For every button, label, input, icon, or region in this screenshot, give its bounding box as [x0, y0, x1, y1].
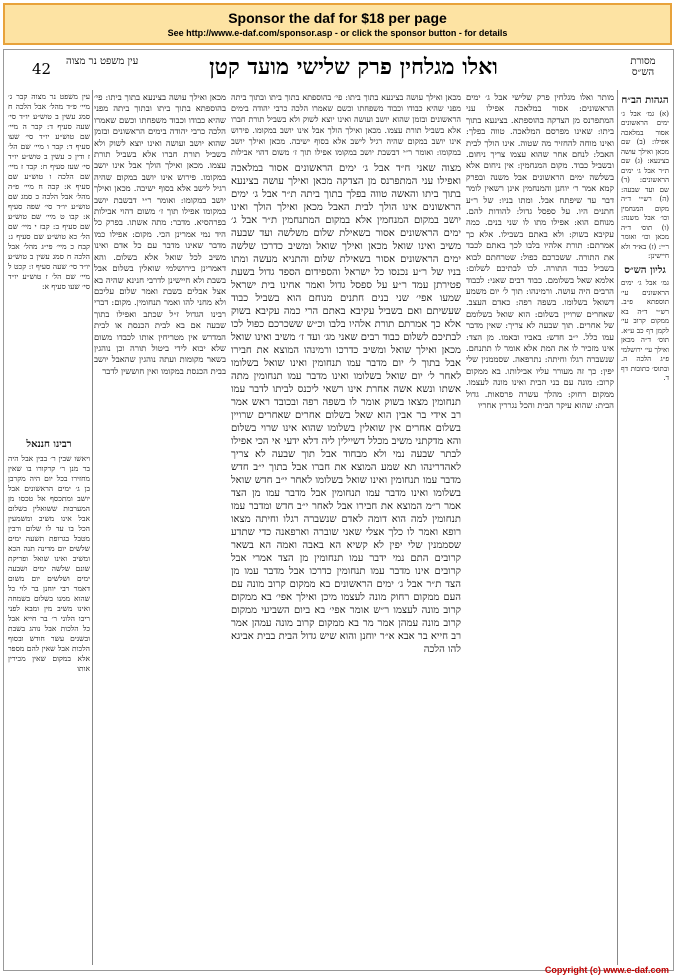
ein-mishpat-text: עין משפט נר מצוה קבר ג׳ מיי׳ פ״ד מהל׳ אבל הלכה ח סמג עשין ב טוש״ע יו״ד סי׳ שעה סעיף ד: קבר ה מיי׳ שם טוש״ע יו״ד סי׳ שעו סעיף ד: קבר ו מיי׳ שם הל׳ ז ודין כ עשין ב טוש״ע יו״ד סי׳ שעז סעיף ח: קבד ז מיי׳ שם הלכה ו טוש״ע שם סעיף א: קבה ח מיי׳ פ״ה מהל׳ אבל הלכה כ סמג שם טוש״ע יו״ד סי׳ שפה סעיף א: קבו ט מיי׳ שם טוש״ע שם סעיף ב: קבז י מיי׳ שם הל׳ כא טוש״ע שם סעיף ג: קבח כ מיי׳ פי״ג מהל׳ אבל הלכה ח סמג עשין ב טוש״ע יו״ד סי׳ שעה סעיף ז: קכט ל מיי׳ שם הל׳ ז טוש״ע יו״ד סי׳ שעו סעיף א: [8, 92, 90, 291]
page-title: ואלו מגלחין פרק שלישי מועד קטן [209, 54, 498, 80]
hagahot-heading: הגהות הב״ח [621, 95, 669, 106]
tosafot-text: מכאן ואילך עושה בצינעא בתוך ביתו: פי׳ בהוספתא בתוך ביתו ובתוך ביתה מפני שהיא כבודו וכבוד משפחתו וכשם שאמרו הלכה כרבי יהודה בימים הראשונים ובזמן שהוא יושב ועושה ואינו יוצא לשוק ולא בשביל תורת חברו אלא בשביל תורת עצמו. מכאן ואילך הולך אבל אינו יושב במקומו. פירוש אינו יושב במקום שהיה רגיל לישב אלא בסוף ישיבה. מכאן ואילך יושב במקומו: ואומר ר״י דבשבת יושב במקומו אפילו תוך ז׳ משום דהוי אבילות בפרהסיא. מדבר: מתה אשתו. בפרק כל היד נמי אמרינן הכי. מקום: אפילו כמו מדבר שאינו מדבר עם כל אדם ואינו משיב לכל שואל אלא בשלום. והא דאמרינן בירושלמי שואלין בשלום אבל בשבת ולא חיישינן לדרבי חנינא שהיה בא אצל אבלים בשבת ואמר שלום עליכם ולא מחני להו ואמר תנחומין. מקום: דברי רבינו הגדול ז״ל שכתב ואפילו בתוך שבעה אם בא לבית הכנסת או לבית המדרש אין מטריחין אותו לכבדו משום שלא יבוא לידי ביטול תורה וכן נוהגין בשאר מקומות ועתה נוהגין שהאבל יושב בבית הכנסת במקומו ואין חוששין לדבר [94, 92, 226, 376]
copyright-text: Copyright (c) www.e-daf.com [544, 965, 669, 975]
gemara-text: מצוה שאני ח״ד אבל ג׳ ימים הראשונים אסור במלאכה ואפילו עני המתפרנס מן הצדקה מכאן ואילך עושה בצינעא בתוך ביתו והאשה טווה בפלך בתוך ביתה ת״ר אבל ג׳ ימים הראשונים אינו הולך לבית האבל מכאן ואילך הולך ואינו יושב במקום המנחמין אלא במקום המתנחמין ת״ר אבל ג׳ ימים הראשונים אסור בשאילת שלום משלשה ועד שבעה משיב ואינו שואל מכאן ואילך שואל ומשיב כדרכו שלשה ימים הראשונים אסור בשאילת שלום והתניא מעשה ומתו בניו של ר״ע נכנסו כל ישראל והספידום הספד גדול בשעת פטירתן עמד ר״ע על ספסל גדול ואמר אחינו בית ישראל שמעו אפי׳ שני בנים חתנים מנוחם הוא בשביל כבוד שעשיתם ואם בשביל עקיבא באתם הרי כמה עקיבא בשוק אלא כך אמרתם תורת אלהיו בלבו וכ״ש ששכרכם כפול לכו לבתיכם לשלום כבוד רבים שאני מג׳ ועד ז׳ משיב ואינו שואל מכאן ואילך שואל ומשיב כדרכו ורמינהו המוצא את חבירו אבל בתוך ל׳ יום מדבר עמו תנחומין ואינו שואל בשלומו לאחר ל׳ יום שואל בשלומו ואינו מדבר עמו תנחומין מתה אשתו ונשא אשה אחרת אינו רשאי ליכנס לביתו לדבר עמו תנחומין מצאו בשוק אומר לו בשפה רפה ובכובד ראש אמר רב אידי בר אבין הוא שאל בשלום אחרים שאחרים שרויין בשלום אחרים אין שואלין בשלומו שהוא אינו שרוי בשלום והא מדקתני משיב מכלל דשיילין ליה דלא ידעי אי הכי אפילו לבתר שבעה נמי ולא מבחוד אבל תוך שבעה לא צריך לאהדרינהו תא שמע המוצא את חברו אבל בתוך י״ב חדש מדבר עמו תנחומין ואינו שואל בשלומו לאחר י״ב חדש שואל בשלומו ואינו מדבר עמו תנחומין אבל מדבר עמו מן הצד אמר ר״מ המוצא את חבירו אבל לאחר י״ב חדש ומדבר עמו תנחומין למה הוא דומה לאדם שנשברה רגלו וחיתה מצאו רופא ואמר לו כלך אצלי שאני שוברה וארפאנה כדי שתדע שסממנין שלי יפין לא קשיא הא באבה ואמה הא בשאר קרובים התם נמי ידבר עמו תנחומין מן הצד אמרי אבל קרובים אינו מדבר עמו תנחומין כדרכו אבל מדבר עמו מן הצד ת״ר אבל ג׳ ימים הראשונים בא ממקום קרוב מונה עם העם ממקום רחוק מונה לעצמו מיכן ואילך אפי׳ בא ממקום קרוב מונה לעצמו ר״ש אומר אפי׳ בא ביום השביעי ממקום קרוב מונה עמהן אמר מר בא ממקום קרוב מונה עמהן אמר רב חייא בר אבא א״ר יוחנן והוא שיש גדול הבית בבית אביגא להו הלכה [231, 163, 461, 655]
rabbeinu-chananel-text: ויאשו שבין ר׳ בבין אבל היה בר מנן ר׳ קרקורו בו שאין מחזירו בכל יום היה מקרבן בן ג׳ ימים הראשונים אבל יושב ומתכסף אל טכסו מן המערבות ששואלין בשלום אבל אינו משיב ומשמעין הכל בו עד לו שלום ורבין מטבל בגרופת תשעה ימים שלשים יום מדינה תנה הכא ומשיב ואינו שואל ופריקת שונם שלשה ימים ושבעה ימים ושלשים יום משום דאמר רבי יוחנן בר לוי כל שהוא ממנו בשלום בשמחה ואינו משיב מין ומבא לפני ריבו הלוני ר׳ בר חייא אבל כל הלכות אבל נוהג בשבת ובשנים עשר חודש ובסוף הלכות אבל שאין להם מספר אלא במקום שאין מכירין אותו [8, 454, 90, 673]
rashi-text: מותר ואלו מגלחין פרק שלישי אבל ג׳ ימים הראשונים: אסור במלאכה אפילו עני המתפרנס מן הצדקה בהוספתא. בצינעא בתוך ביתו: שאינו מפרסם המלאכה. טווה בפלך: ואינו מוחה להחזיר מה שטוה. אינו הולך לבית האבל: לנחם אחר שהוא עצמו צריך ניחום. ובשביל כבוד. מקום המנחמין: אין ניחום אלא בשלשה ימים הראשונים אבל משנה ובפרק קמא אמר ר׳ יוחנן והמנחמין אינן רשאין לומר דבר עד שיפתח אבל. ומתו בניו: של ר״ע חתנים היו. על ספסל גדול: להודות להם. מנוחם הוא: אפילו מתו לו שני בנים. כמה עקיבא בשוק: ולא באתם בשבילו. אלא כך אמרתם: תורת אלהיו בלבו לכך באתם לכבד את התורה. ששכרכם כפול: שטרחתם לבוא בשביל כבוד התורה. לכו לבתיכם לשלום: אלמא שאל בשלומם. כבוד רבים שאני: לכבוד הרבים היה עושה. ורמינהו: תוך ל׳ יום משמע דשואל בשלומו. בשפה רפה: כאדם העצב. שאחרים שרויין בשלום: הוא שואל בשלומם של אחרים. תוך שבעה לא צריך: שאין מדבר עמו כלל. י״ב חדש: באביו ובאמו. מן הצד: אינו מזכיר לו את המת אלא אומר לו תתנחם. שנשברה רגלו וחיתה: נתרפאה. שסממנין שלי יפין: כך זה מעורר עליו אבילותו. בא ממקום קרוב: מונה עם בני הבית ואינו מונה לעצמו. ממקום רחוק: מהלך עשרה פרסאות. גדול הבית: שהוא עיקר הבית והכל נגררין אחריו [466, 92, 614, 410]
rashi-column [466, 92, 614, 964]
sponsor-title[interactable]: Sponsor the daf for $18 per page [228, 10, 447, 26]
tosafot-column [94, 92, 226, 964]
gilyon-text: גמ׳ אבל ג׳ ימים הראשונים עי׳ תוספתא פ״ב. רש״י ד״ה בא ממקום קרוב עי׳ לקמן דף כב ע״א. תוס׳ ד״ה מכאן ואילך עי׳ ירושלמי פ״ג הלכה ה. ובתוס׳ כתובות דף ד. [621, 279, 669, 382]
gilyon-heading: גליון הש״ס [624, 264, 666, 276]
gemara-top-strip [231, 92, 461, 158]
ein-mishpat-label: עין משפט נר מצוה [66, 56, 139, 67]
page-header [4, 54, 673, 88]
gemara-top-text: מכאן ואילך עושה בצינעא בתוך ביתו: פי׳ בהוספתא בתוך ביתו ובתוך ביתה מפני שהיא כבודו וכבוד משפחתו וכשם שאמרו הלכה כרבי יהודה בימים הראשונים ובזמן שהוא יושב ועושה ואינו יוצא לשוק ולא בשביל תורת חברו אלא בשביל תורת עצמו. מכאן ואילך הולך אבל אינו יושב במקומו. פירוש אינו יושב במקום שהיה רגיל לישב אלא בסוף ישיבה. מכאן ואילך יושב במקומו: ואומר ר״י דבשבת יושב במקומו אפילו תוך ז׳ משום דהוי אבילות [231, 93, 461, 157]
mesoret-label: מסורת הש״ס [630, 56, 656, 78]
hagahot-text: (א) גמ׳ אבל ג׳ ימים הראשונים אסור במלאכה אפילו: (ב) שם מכאן ואילך עושה בצינעא: (ג) שם ת״ר אבל ג׳ ימים הראשונים: (ד) שם ועד שבעה: (ה) רש״י ד״ה מקום המנחמין וכו׳ אבל משנה: (ו) תוס׳ ד״ה מכאן וכו׳ ואומר ר״י: (ז) בא״ד ולא חיישינן: [621, 109, 669, 260]
gemara-column [231, 162, 461, 964]
sponsor-subtitle[interactable]: See http://www.e-daf.com/sponsor.asp - or click the sponsor button - for details [167, 28, 508, 38]
sponsor-banner[interactable] [3, 3, 672, 45]
divider [92, 90, 93, 965]
rabbeinu-chananel-column [8, 436, 90, 964]
talmud-page [3, 49, 674, 971]
divider [617, 90, 618, 965]
ein-mishpat-column [8, 92, 90, 432]
page-number: 42 [32, 60, 52, 78]
rabbeinu-chananel-heading: רבינו חננאל [26, 439, 72, 450]
right-notes-column [621, 92, 669, 962]
